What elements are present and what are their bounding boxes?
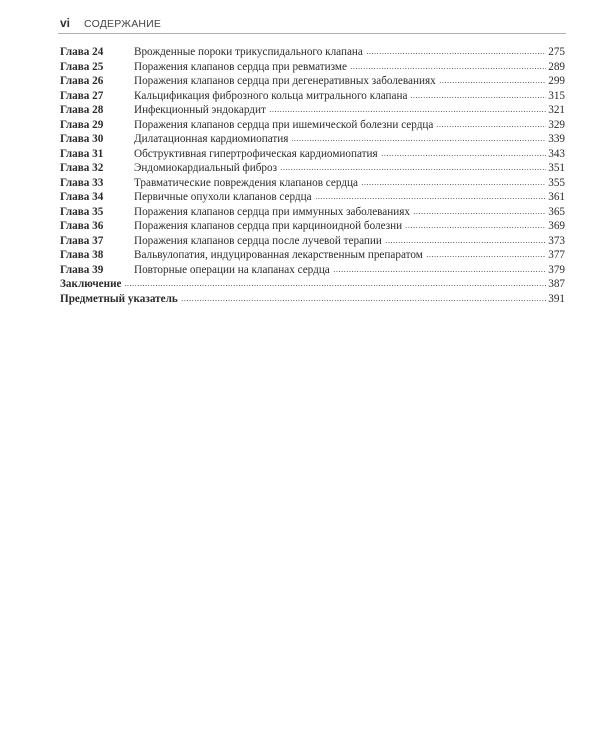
toc-entry-36[interactable] bbox=[60, 219, 565, 234]
chapter-page: 299 bbox=[548, 75, 565, 87]
chapter-page: 289 bbox=[548, 60, 565, 73]
chapter-title: Травматические повреждения клапанов сердца bbox=[134, 176, 358, 189]
dot-leader bbox=[269, 105, 546, 113]
dot-leader bbox=[280, 163, 546, 171]
chapter-label: Глава 36 bbox=[60, 220, 104, 232]
chapter-title: Эндомиокардиальный фиброз bbox=[134, 162, 278, 174]
toc-entry-27[interactable] bbox=[60, 89, 565, 104]
toc-entry-37[interactable] bbox=[60, 234, 565, 249]
chapter-title: Поражения клапанов сердца при ревматизме bbox=[134, 60, 347, 73]
chapter-label: Глава 35 bbox=[60, 205, 104, 218]
chapter-page: 361 bbox=[548, 191, 565, 203]
toc-entry-34[interactable] bbox=[60, 190, 565, 205]
toc-entry-33[interactable] bbox=[60, 176, 565, 191]
dot-leader bbox=[436, 120, 546, 128]
toc-entry-38[interactable] bbox=[60, 248, 565, 263]
chapter-page: 355 bbox=[548, 176, 565, 189]
toc-entry-conclusion[interactable] bbox=[60, 277, 565, 292]
chapter-page: 339 bbox=[548, 133, 565, 145]
chapter-title: Повторные операции на клапанах сердца bbox=[134, 263, 330, 276]
conclusion-page: 387 bbox=[548, 278, 565, 290]
toc-entry-25[interactable] bbox=[60, 60, 565, 75]
table-of-contents bbox=[60, 45, 565, 306]
chapter-label: Глава 30 bbox=[60, 133, 104, 145]
running-head bbox=[60, 16, 161, 30]
dot-leader bbox=[366, 47, 546, 55]
chapter-page: 377 bbox=[548, 249, 565, 261]
conclusion-title: Заключение bbox=[60, 278, 122, 290]
chapter-title: Поражения клапанов сердца при дегенеративных заболеваниях bbox=[134, 75, 436, 87]
chapter-page: 351 bbox=[548, 162, 565, 174]
section-title: СОДЕРЖАНИЕ bbox=[84, 18, 162, 30]
index-title: Предметный указатель bbox=[60, 292, 178, 305]
chapter-label: Глава 39 bbox=[60, 263, 104, 276]
dot-leader bbox=[381, 149, 547, 157]
dot-leader bbox=[410, 91, 546, 99]
chapter-page: 369 bbox=[548, 220, 565, 232]
chapter-label: Глава 26 bbox=[60, 75, 104, 87]
chapter-title: Поражения клапанов сердца после лучевой терапии bbox=[134, 234, 382, 247]
toc-entry-31[interactable] bbox=[60, 147, 565, 162]
chapter-label: Глава 27 bbox=[60, 89, 104, 102]
dot-leader bbox=[181, 294, 546, 302]
chapter-label: Глава 24 bbox=[60, 46, 104, 58]
chapter-page: 343 bbox=[548, 147, 565, 160]
chapter-title: Врожденные пороки трикуспидального клапана bbox=[134, 46, 363, 58]
chapter-label: Глава 28 bbox=[60, 104, 104, 116]
chapter-title: Вальвулопатия, индуцированная лекарственным препаратом bbox=[134, 249, 423, 261]
chapter-title: Дилатационная кардиомиопатия bbox=[134, 133, 289, 145]
chapter-label: Глава 25 bbox=[60, 60, 104, 73]
chapter-page: 315 bbox=[548, 89, 565, 102]
toc-entry-26[interactable] bbox=[60, 74, 565, 89]
chapter-title: Кальцификация фиброзного кольца митрального клапана bbox=[134, 89, 408, 102]
index-page: 391 bbox=[548, 292, 565, 305]
chapter-label: Глава 31 bbox=[60, 147, 104, 160]
toc-entry-39[interactable] bbox=[60, 263, 565, 278]
toc-entry-index[interactable] bbox=[60, 292, 565, 307]
chapter-title: Обструктивная гипертрофическая кардиомиопатия bbox=[134, 147, 378, 160]
chapter-label: Глава 38 bbox=[60, 249, 104, 261]
dot-leader bbox=[405, 221, 546, 229]
chapter-title: Первичные опухоли клапанов сердца bbox=[134, 191, 312, 203]
chapter-label: Глава 37 bbox=[60, 234, 104, 247]
chapter-label: Глава 34 bbox=[60, 191, 104, 203]
dot-leader bbox=[350, 62, 546, 70]
chapter-title: Поражения клапанов сердца при иммунных заболеваниях bbox=[134, 205, 410, 218]
dot-leader bbox=[333, 265, 546, 273]
chapter-page: 379 bbox=[548, 263, 565, 276]
header-divider bbox=[58, 33, 566, 34]
chapter-title: Поражения клапанов сердца при карциноидной болезни bbox=[134, 220, 403, 232]
chapter-page: 373 bbox=[548, 234, 565, 247]
chapter-page: 275 bbox=[548, 46, 565, 58]
chapter-page: 329 bbox=[548, 118, 565, 131]
dot-leader bbox=[315, 192, 547, 200]
toc-entry-32[interactable] bbox=[60, 161, 565, 176]
chapter-title: Поражения клапанов сердца при ишемической болезни сердца bbox=[134, 118, 434, 131]
page-number: vi bbox=[60, 16, 71, 30]
dot-leader bbox=[385, 236, 546, 244]
chapter-label: Глава 32 bbox=[60, 162, 104, 174]
toc-entry-30[interactable] bbox=[60, 132, 565, 147]
chapter-label: Глава 29 bbox=[60, 118, 104, 131]
toc-entry-24[interactable] bbox=[60, 45, 565, 60]
dot-leader bbox=[426, 250, 546, 258]
toc-entry-35[interactable] bbox=[60, 205, 565, 220]
dot-leader bbox=[439, 76, 547, 84]
dot-leader bbox=[124, 279, 546, 287]
chapter-page: 321 bbox=[548, 104, 565, 116]
chapter-title: Инфекционный эндокардит bbox=[134, 104, 266, 116]
chapter-page: 365 bbox=[548, 205, 565, 218]
dot-leader bbox=[413, 207, 546, 215]
chapter-label: Глава 33 bbox=[60, 176, 104, 189]
toc-entry-29[interactable] bbox=[60, 118, 565, 133]
toc-entry-28[interactable] bbox=[60, 103, 565, 118]
dot-leader bbox=[291, 134, 546, 142]
dot-leader bbox=[361, 178, 546, 186]
